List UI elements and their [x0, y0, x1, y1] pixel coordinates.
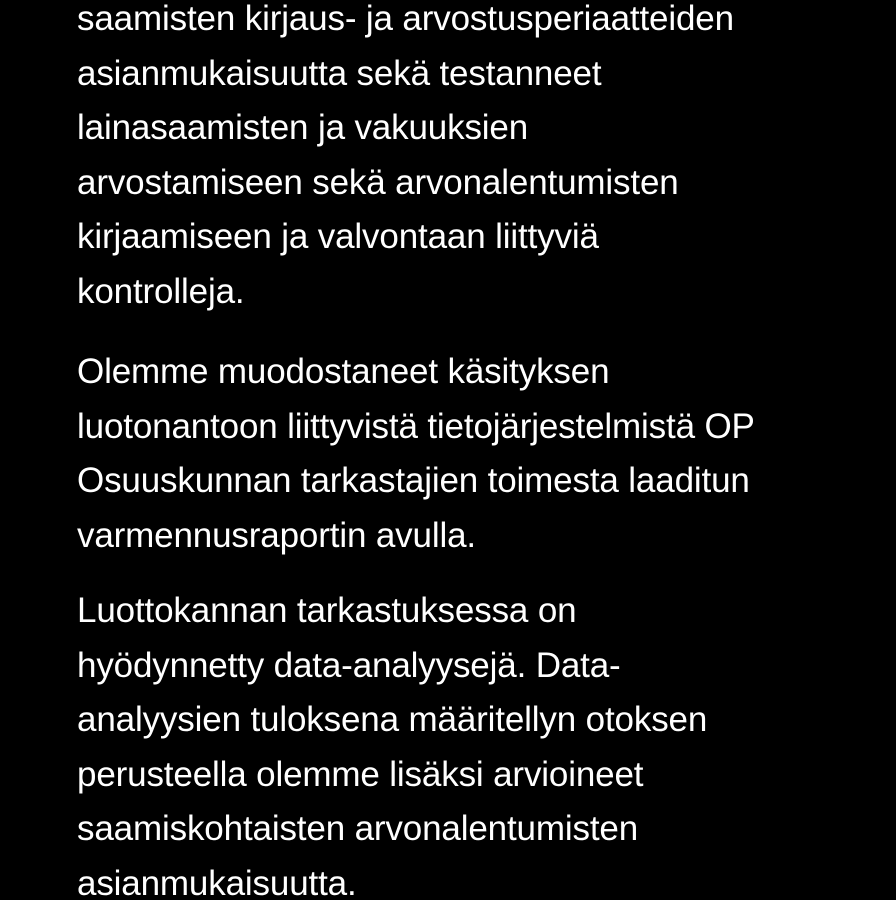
text-line: luotonantoon liittyvistä tietojärjestelmistä OP — [77, 406, 755, 446]
text-line: varmennusraportin avulla. — [77, 515, 476, 555]
text-line: perusteella olemme lisäksi arvioineet — [77, 754, 644, 794]
text-line: Olemme muodostaneet käsityksen — [77, 352, 610, 391]
text-line: kontrolleja. — [77, 271, 245, 311]
paragraph-credit-controls — [77, 0, 896, 320]
text-line: Luottokannan tarkastuksessa on — [77, 591, 577, 630]
paragraph-information-systems — [77, 345, 896, 563]
text-line: Osuuskunnan tarkastajien toimesta laaditun — [77, 461, 750, 501]
text-line: analyysien tuloksena määritellyn otoksen — [77, 700, 708, 740]
text-line: arvostamiseen sekä arvonalentumisten — [77, 162, 679, 202]
text-line: lainasaamisten ja vakuuksien — [77, 108, 529, 148]
text-line: hyödynnetty data-analyysejä. Data- — [77, 645, 621, 685]
text-line: asianmukaisuutta. — [77, 863, 357, 900]
text-line: kirjaamiseen ja valvontaan liittyviä — [77, 217, 599, 257]
text-line: saamisten kirjaus- ja arvostusperiaatteiden — [77, 0, 734, 38]
paragraph-data-analyses — [77, 584, 896, 900]
text-line: saamiskohtaisten arvonalentumisten — [77, 809, 639, 849]
text-line: asianmukaisuutta sekä testanneet — [77, 53, 602, 93]
